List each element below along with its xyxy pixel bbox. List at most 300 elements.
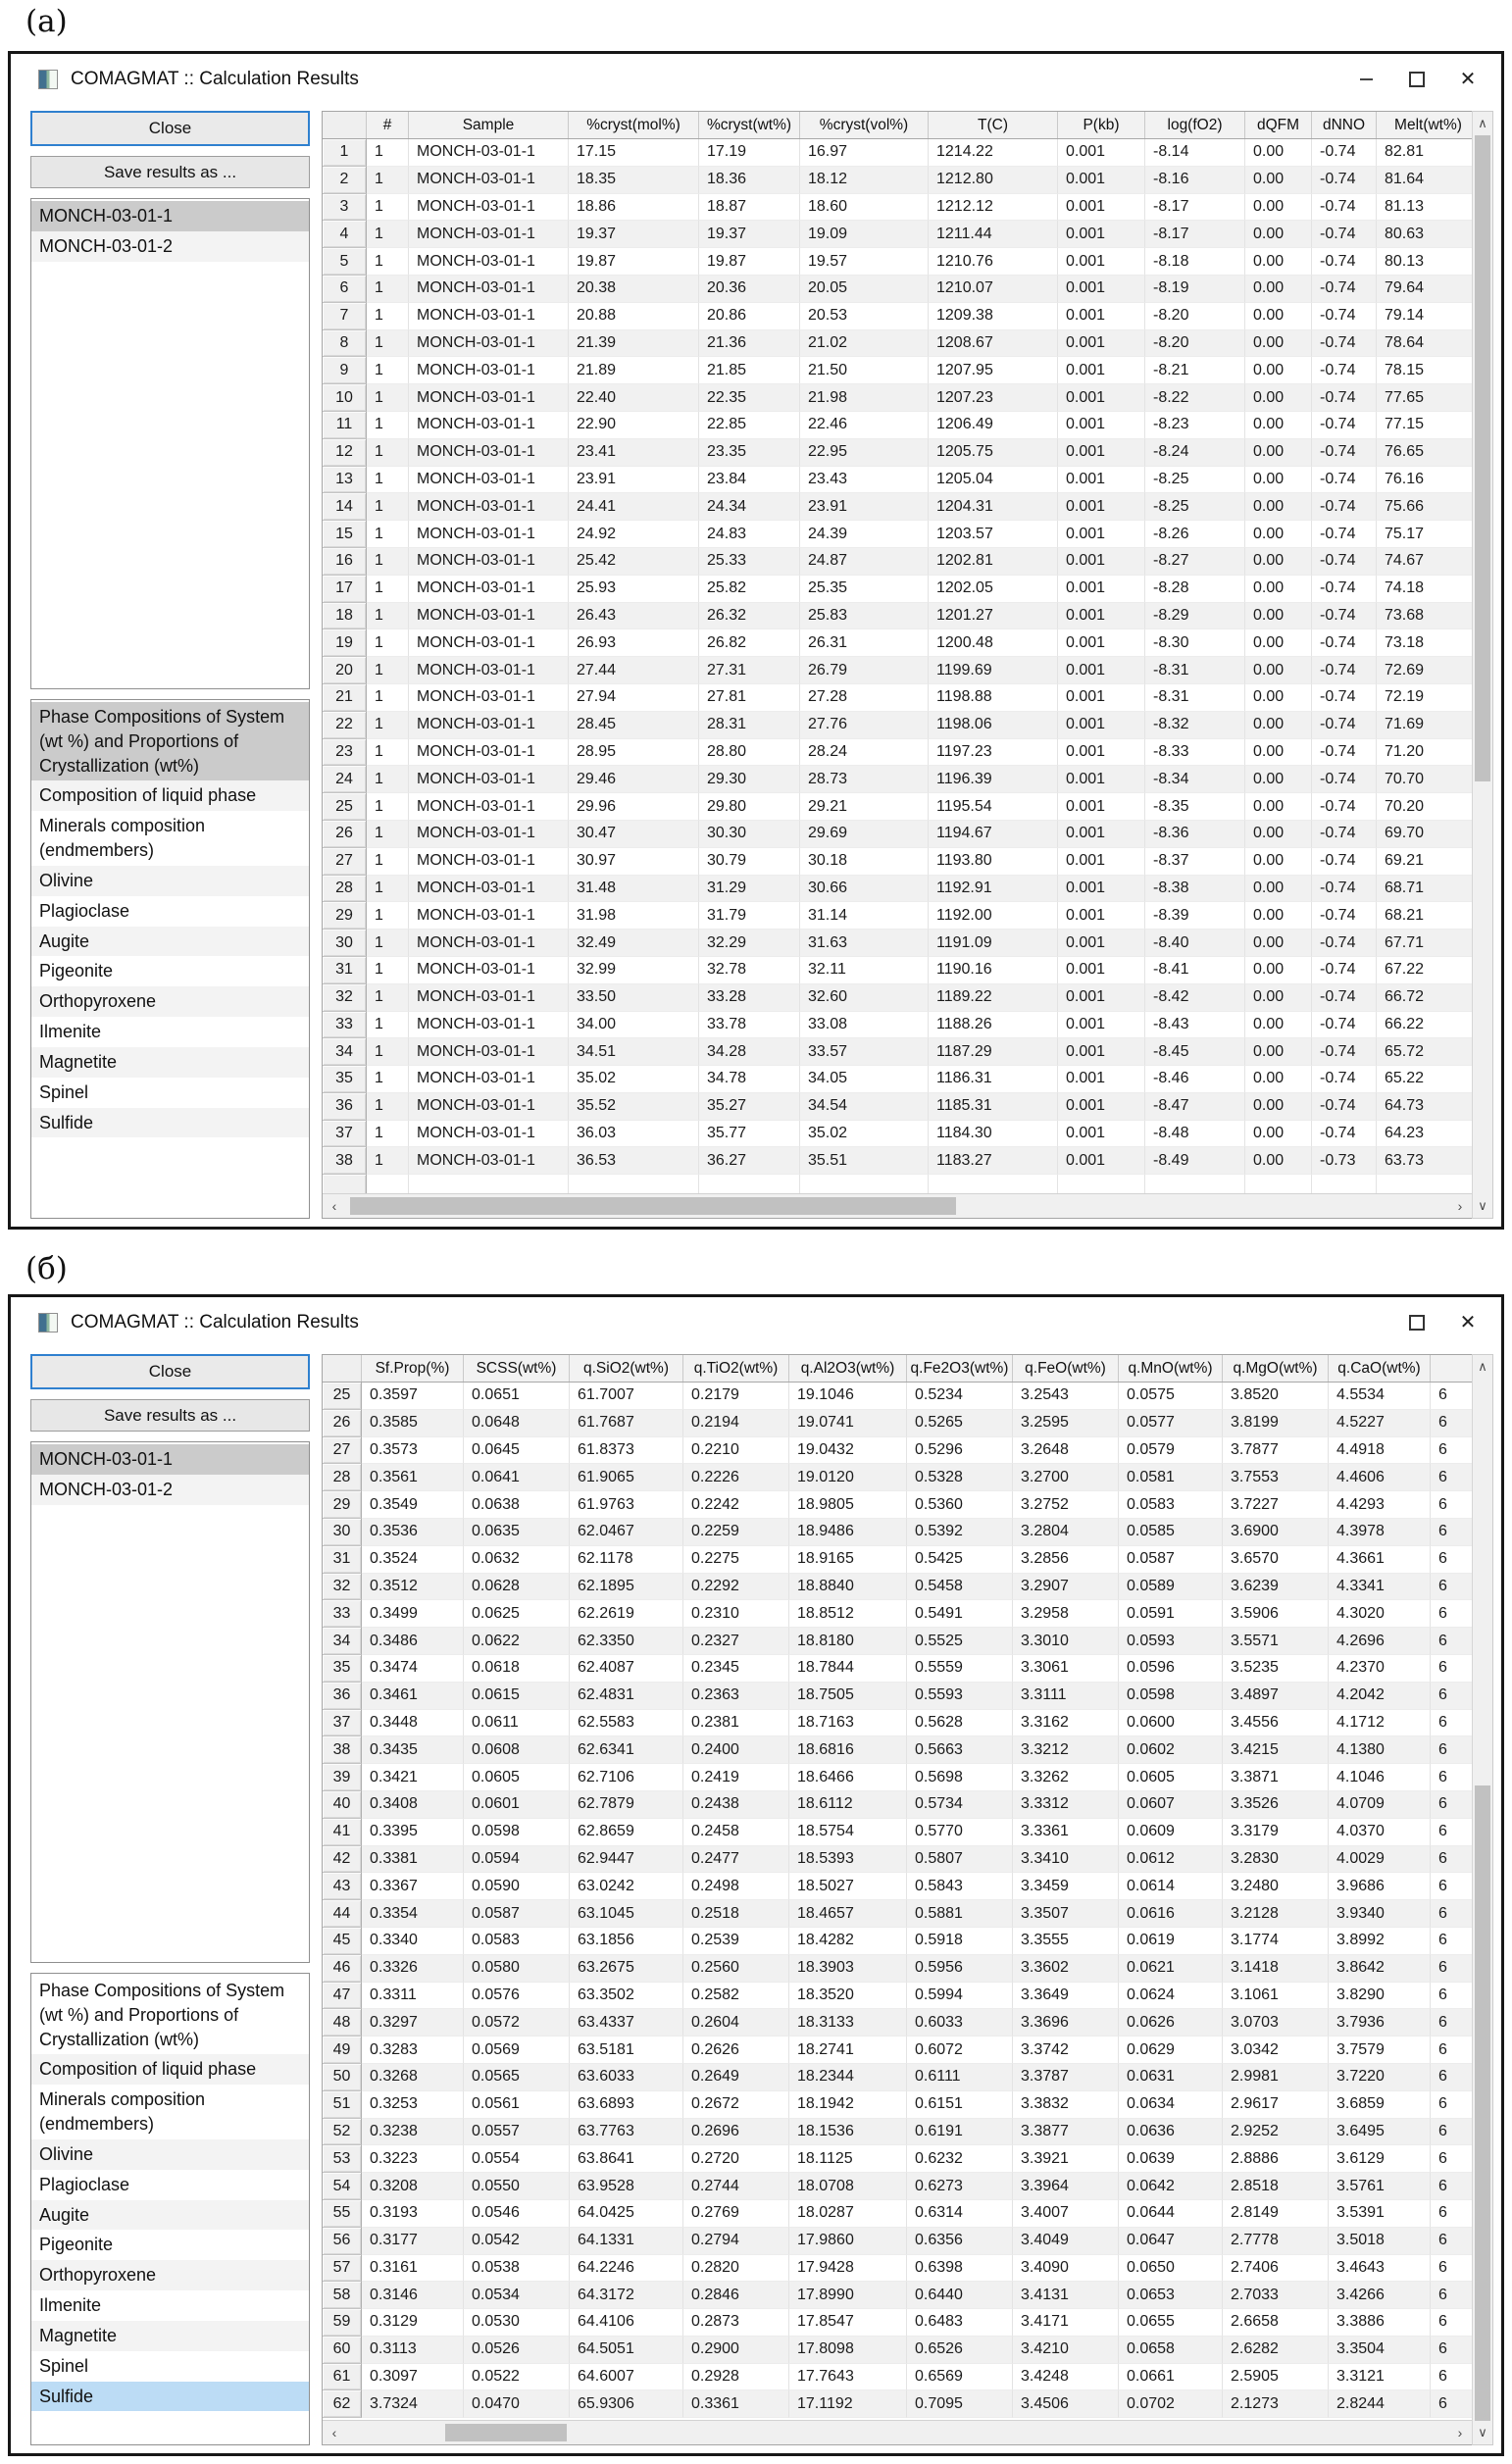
table-cell[interactable]: 0.001: [1058, 766, 1145, 793]
row-number[interactable]: 28: [323, 876, 367, 903]
table-cell[interactable]: MONCH-03-01-1: [409, 684, 569, 712]
table-cell[interactable]: -0.74: [1312, 1066, 1377, 1093]
table-cell[interactable]: 19.87: [699, 248, 800, 276]
table-cell[interactable]: 3.4643: [1329, 2255, 1431, 2283]
table-cell[interactable]: 3.4007: [1013, 2200, 1119, 2228]
table-cell[interactable]: 1: [367, 902, 409, 930]
row-number[interactable]: 41: [323, 1819, 362, 1846]
table-cell[interactable]: 34.00: [569, 1012, 699, 1039]
column-header[interactable]: dQFM: [1245, 112, 1312, 138]
table-cell[interactable]: 3.3507: [1013, 1900, 1119, 1928]
row-number[interactable]: 45: [323, 1928, 362, 1955]
phase-list-item[interactable]: Magnetite: [31, 2321, 309, 2351]
table-cell[interactable]: 0.6191: [907, 2119, 1013, 2146]
table-cell[interactable]: 2.1273: [1223, 2390, 1329, 2418]
table-cell[interactable]: 0.00: [1245, 848, 1312, 876]
table-cell[interactable]: 1: [367, 139, 409, 167]
table-cell[interactable]: 23.41: [569, 439, 699, 467]
table-cell[interactable]: 2.6658: [1223, 2309, 1329, 2337]
table-cell[interactable]: 0.0530: [464, 2309, 570, 2337]
table-cell[interactable]: [1245, 1175, 1312, 1193]
table-cell[interactable]: 18.6112: [789, 1791, 907, 1819]
table-cell[interactable]: 18.1125: [789, 2145, 907, 2173]
phase-list-item[interactable]: Sulfide: [31, 2382, 309, 2412]
row-number[interactable]: 2: [323, 167, 367, 194]
table-cell[interactable]: 1183.27: [929, 1147, 1058, 1175]
table-cell[interactable]: 0.0587: [1119, 1546, 1223, 1574]
table-cell[interactable]: -0.74: [1312, 821, 1377, 848]
table-cell[interactable]: 0.0629: [1119, 2037, 1223, 2064]
sample-listbox[interactable]: [30, 198, 310, 689]
table-cell[interactable]: 26.43: [569, 603, 699, 630]
table-cell[interactable]: 0.001: [1058, 384, 1145, 412]
table-cell[interactable]: 67.71: [1377, 930, 1472, 957]
table-cell[interactable]: 18.6466: [789, 1764, 907, 1791]
row-number[interactable]: 32: [323, 1574, 362, 1601]
table-cell[interactable]: 17.1192: [789, 2390, 907, 2418]
table-cell[interactable]: 27.44: [569, 657, 699, 684]
table-cell[interactable]: 0.0635: [464, 1519, 570, 1546]
table-cell[interactable]: 3.9340: [1329, 1900, 1431, 1928]
table-cell[interactable]: 0.3461: [362, 1683, 464, 1710]
table-cell[interactable]: 28.73: [800, 766, 929, 793]
table-cell[interactable]: 0.3486: [362, 1628, 464, 1655]
table-cell[interactable]: 23.91: [569, 467, 699, 494]
table-cell[interactable]: 18.2741: [789, 2037, 907, 2064]
table-cell[interactable]: 21.98: [800, 384, 929, 412]
row-number[interactable]: 36: [323, 1093, 367, 1121]
table-cell[interactable]: -0.74: [1312, 957, 1377, 984]
table-cell[interactable]: 0.0653: [1119, 2282, 1223, 2309]
table-cell[interactable]: 21.02: [800, 330, 929, 358]
table-cell[interactable]: 29.69: [800, 821, 929, 848]
table-cell[interactable]: 0.001: [1058, 902, 1145, 930]
table-cell[interactable]: -0.74: [1312, 439, 1377, 467]
table-cell[interactable]: -0.74: [1312, 576, 1377, 603]
column-header[interactable]: q.MgO(wt%): [1223, 1355, 1329, 1382]
table-cell[interactable]: 1201.27: [929, 603, 1058, 630]
table-cell[interactable]: 2.6282: [1223, 2337, 1329, 2364]
table-cell[interactable]: 3.4049: [1013, 2228, 1119, 2255]
table-cell[interactable]: -8.30: [1145, 629, 1245, 657]
table-cell[interactable]: MONCH-03-01-1: [409, 876, 569, 903]
table-cell[interactable]: 0.2259: [683, 1519, 789, 1546]
table-cell[interactable]: 3.8290: [1329, 1983, 1431, 2010]
table-cell[interactable]: 27.94: [569, 684, 699, 712]
table-cell[interactable]: 0.0587: [464, 1900, 570, 1928]
table-cell[interactable]: 0.2928: [683, 2364, 789, 2391]
table-cell[interactable]: 0.2210: [683, 1437, 789, 1465]
row-number[interactable]: 31: [323, 1546, 362, 1574]
column-header[interactable]: q.SiO2(wt%): [570, 1355, 683, 1382]
table-cell[interactable]: -8.37: [1145, 848, 1245, 876]
table-cell[interactable]: MONCH-03-01-1: [409, 467, 569, 494]
table-cell[interactable]: 0.00: [1245, 1147, 1312, 1175]
table-cell[interactable]: -0.74: [1312, 493, 1377, 521]
table-cell[interactable]: 0.6569: [907, 2364, 1013, 2391]
table-cell[interactable]: 1197.23: [929, 739, 1058, 767]
table-cell[interactable]: 0.3177: [362, 2228, 464, 2255]
table-cell[interactable]: 0.00: [1245, 766, 1312, 793]
table-cell[interactable]: MONCH-03-01-1: [409, 248, 569, 276]
table-cell[interactable]: 1191.09: [929, 930, 1058, 957]
table-cell[interactable]: 31.14: [800, 902, 929, 930]
table-cell[interactable]: 3.3921: [1013, 2145, 1119, 2173]
table-cell[interactable]: 0.001: [1058, 576, 1145, 603]
table-cell[interactable]: 0.00: [1245, 821, 1312, 848]
column-header[interactable]: SCSS(wt%): [464, 1355, 570, 1382]
table-cell[interactable]: 1: [367, 766, 409, 793]
table-cell[interactable]: 0.00: [1245, 793, 1312, 821]
table-cell[interactable]: 21.50: [800, 357, 929, 384]
table-cell[interactable]: 1: [367, 1121, 409, 1148]
table-cell[interactable]: 31.98: [569, 902, 699, 930]
phase-list-item[interactable]: Minerals composition (endmembers): [39, 2089, 206, 2135]
table-cell[interactable]: 18.3520: [789, 1983, 907, 2010]
table-cell[interactable]: -8.14: [1145, 139, 1245, 167]
row-number[interactable]: 9: [323, 357, 367, 384]
table-cell[interactable]: 18.35: [569, 167, 699, 194]
table-cell[interactable]: 0.5265: [907, 1410, 1013, 1437]
table-cell[interactable]: 0.0580: [464, 1955, 570, 1983]
table-cell[interactable]: 3.3361: [1013, 1819, 1119, 1846]
row-number[interactable]: 33: [323, 1012, 367, 1039]
column-header[interactable]: Melt(wt%): [1377, 112, 1472, 138]
table-cell[interactable]: MONCH-03-01-1: [409, 1093, 569, 1121]
table-cell[interactable]: -8.49: [1145, 1147, 1245, 1175]
table-cell[interactable]: 30.79: [699, 848, 800, 876]
table-cell[interactable]: 35.51: [800, 1147, 929, 1175]
table-cell[interactable]: -0.74: [1312, 766, 1377, 793]
table-cell[interactable]: 0.00: [1245, 303, 1312, 330]
phase-list-item[interactable]: Spinel: [39, 2355, 89, 2376]
column-header[interactable]: P(kb): [1058, 112, 1145, 138]
phase-list-item[interactable]: Orthopyroxene: [31, 986, 309, 1017]
column-header[interactable]: q.MnO(wt%): [1119, 1355, 1223, 1382]
table-cell[interactable]: 4.4918: [1329, 1437, 1431, 1465]
column-header[interactable]: T(C): [929, 112, 1058, 138]
table-cell[interactable]: -0.74: [1312, 521, 1377, 548]
table-cell[interactable]: 4.2696: [1329, 1628, 1431, 1655]
table-cell[interactable]: 23.84: [699, 467, 800, 494]
table-cell[interactable]: 3.3121: [1329, 2364, 1431, 2391]
table-cell[interactable]: 1198.06: [929, 712, 1058, 739]
table-cell[interactable]: 3.0342: [1223, 2037, 1329, 2064]
table-cell[interactable]: 0.00: [1245, 684, 1312, 712]
table-cell[interactable]: 3.8642: [1329, 1955, 1431, 1983]
column-header[interactable]: %cryst(wt%): [699, 112, 800, 138]
table-cell[interactable]: 0.0534: [464, 2282, 570, 2309]
table-cell[interactable]: 0.00: [1245, 739, 1312, 767]
table-cell[interactable]: 1: [367, 467, 409, 494]
table-cell[interactable]: MONCH-03-01-1: [409, 902, 569, 930]
table-cell[interactable]: 1: [367, 821, 409, 848]
table-cell[interactable]: 2.7778: [1223, 2228, 1329, 2255]
table-cell[interactable]: 0.2720: [683, 2145, 789, 2173]
table-cell[interactable]: 0.3474: [362, 1655, 464, 1683]
table-cell[interactable]: 1: [367, 194, 409, 222]
table-cell[interactable]: 3.3179: [1223, 1819, 1329, 1846]
table-cell[interactable]: 0.2744: [683, 2173, 789, 2200]
table-cell[interactable]: 0.001: [1058, 439, 1145, 467]
table-cell[interactable]: 74.18: [1377, 576, 1472, 603]
table-cell[interactable]: -8.48: [1145, 1121, 1245, 1148]
table-cell[interactable]: 0.3340: [362, 1928, 464, 1955]
phase-list-item[interactable]: Spinel: [39, 1081, 89, 1102]
table-cell[interactable]: 27.76: [800, 712, 929, 739]
row-number[interactable]: 25: [323, 793, 367, 821]
table-cell[interactable]: 0.001: [1058, 712, 1145, 739]
table-cell[interactable]: 0.0576: [464, 1983, 570, 2010]
row-number[interactable]: 47: [323, 1983, 362, 2010]
table-cell[interactable]: 1187.29: [929, 1038, 1058, 1066]
table-cell[interactable]: 3.2595: [1013, 1410, 1119, 1437]
table-cell[interactable]: 29.46: [569, 766, 699, 793]
table-cell[interactable]: 0.3311: [362, 1983, 464, 2010]
table-cell[interactable]: 62.6341: [570, 1736, 683, 1764]
table-cell[interactable]: 62.4087: [570, 1655, 683, 1683]
table-cell[interactable]: 0.001: [1058, 1147, 1145, 1175]
table-cell[interactable]: 0.0614: [1119, 1873, 1223, 1900]
table-cell[interactable]: 0.3408: [362, 1791, 464, 1819]
table-cell[interactable]: 3.3262: [1013, 1764, 1119, 1791]
table-cell[interactable]: 3.7579: [1329, 2037, 1431, 2064]
table-cell[interactable]: 0.3097: [362, 2364, 464, 2391]
table-cell[interactable]: 0.2179: [683, 1383, 789, 1410]
table-cell[interactable]: 0.0655: [1119, 2309, 1223, 2337]
table-cell[interactable]: 0.0583: [464, 1928, 570, 1955]
table-cell[interactable]: 21.36: [699, 330, 800, 358]
table-cell[interactable]: -0.74: [1312, 357, 1377, 384]
table-cell[interactable]: 1212.80: [929, 167, 1058, 194]
table-cell[interactable]: 2.8518: [1223, 2173, 1329, 2200]
table-cell[interactable]: -0.74: [1312, 848, 1377, 876]
table-cell[interactable]: 1: [367, 930, 409, 957]
table-cell[interactable]: 0.001: [1058, 139, 1145, 167]
row-number[interactable]: 42: [323, 1846, 362, 1874]
table-cell[interactable]: 18.5754: [789, 1819, 907, 1846]
table-cell[interactable]: 1212.12: [929, 194, 1058, 222]
column-header[interactable]: %cryst(vol%): [800, 112, 929, 138]
table-cell[interactable]: 0.2363: [683, 1683, 789, 1710]
table-cell[interactable]: 3.3877: [1013, 2119, 1119, 2146]
table-cell[interactable]: 63.4337: [570, 2009, 683, 2037]
table-cell[interactable]: 0.0602: [1119, 1736, 1223, 1764]
table-cell[interactable]: 1210.07: [929, 276, 1058, 303]
table-cell[interactable]: -0.74: [1312, 194, 1377, 222]
table-cell[interactable]: 1: [367, 1147, 409, 1175]
table-cell[interactable]: 3.7227: [1223, 1491, 1329, 1519]
table-cell[interactable]: 0.0593: [1119, 1628, 1223, 1655]
table-cell[interactable]: MONCH-03-01-1: [409, 194, 569, 222]
table-cell[interactable]: 0.001: [1058, 412, 1145, 439]
maximize-button[interactable]: [1391, 54, 1442, 105]
row-number[interactable]: 12: [323, 439, 367, 467]
table-cell[interactable]: 3.2543: [1013, 1383, 1119, 1410]
table-cell[interactable]: 4.0370: [1329, 1819, 1431, 1846]
table-cell[interactable]: 0.5425: [907, 1546, 1013, 1574]
table-cell[interactable]: -8.17: [1145, 221, 1245, 248]
table-cell[interactable]: 3.6129: [1329, 2145, 1431, 2173]
row-number[interactable]: 48: [323, 2009, 362, 2037]
table-cell[interactable]: 78.64: [1377, 330, 1472, 358]
table-cell[interactable]: 3.3871: [1223, 1764, 1329, 1791]
table-cell[interactable]: 4.0709: [1329, 1791, 1431, 1819]
scroll-left-icon[interactable]: ‹: [331, 1198, 337, 1214]
table-cell[interactable]: 73.68: [1377, 603, 1472, 630]
table-cell[interactable]: 79.14: [1377, 303, 1472, 330]
row-number[interactable]: 20: [323, 657, 367, 684]
column-header[interactable]: %cryst(mol%): [569, 112, 699, 138]
table-cell[interactable]: 0.001: [1058, 276, 1145, 303]
table-cell[interactable]: 2.7033: [1223, 2282, 1329, 2309]
table-cell[interactable]: 0.0585: [1119, 1519, 1223, 1546]
table-cell[interactable]: [367, 1175, 409, 1193]
row-number[interactable]: 54: [323, 2173, 362, 2200]
table-cell[interactable]: 0.3421: [362, 1764, 464, 1791]
row-number[interactable]: 8: [323, 330, 367, 358]
table-cell[interactable]: MONCH-03-01-1: [409, 1147, 569, 1175]
table-cell[interactable]: [800, 1175, 929, 1193]
table-cell[interactable]: 3.3832: [1013, 2091, 1119, 2119]
table-cell[interactable]: 1: [367, 439, 409, 467]
table-cell[interactable]: 0.5234: [907, 1383, 1013, 1410]
table-cell[interactable]: 63.7763: [570, 2119, 683, 2146]
table-cell[interactable]: -8.26: [1145, 521, 1245, 548]
table-cell[interactable]: 0.6273: [907, 2173, 1013, 2200]
table-cell[interactable]: 0.0645: [464, 1437, 570, 1465]
row-number[interactable]: 53: [323, 2145, 362, 2173]
table-cell[interactable]: 0.2820: [683, 2255, 789, 2283]
row-number[interactable]: 21: [323, 684, 367, 712]
table-cell[interactable]: 3.5761: [1329, 2173, 1431, 2200]
table-cell[interactable]: 3.2958: [1013, 1600, 1119, 1628]
table-cell[interactable]: 3.5391: [1329, 2200, 1431, 2228]
table-cell[interactable]: 0.00: [1245, 439, 1312, 467]
table-cell[interactable]: 75.66: [1377, 493, 1472, 521]
table-cell[interactable]: 17.19: [699, 139, 800, 167]
table-cell[interactable]: -8.41: [1145, 957, 1245, 984]
table-cell[interactable]: 0.2626: [683, 2037, 789, 2064]
table-cell[interactable]: -8.40: [1145, 930, 1245, 957]
table-cell[interactable]: 1: [367, 384, 409, 412]
horizontal-scrollbar[interactable]: [323, 2420, 1472, 2444]
table-cell[interactable]: 3.4248: [1013, 2364, 1119, 2391]
row-number[interactable]: 23: [323, 739, 367, 767]
table-cell[interactable]: 0.001: [1058, 1066, 1145, 1093]
table-cell[interactable]: 0.0546: [464, 2200, 570, 2228]
table-cell[interactable]: 26.82: [699, 629, 800, 657]
table-cell[interactable]: 0.5491: [907, 1600, 1013, 1628]
table-cell[interactable]: 24.92: [569, 521, 699, 548]
table-cell[interactable]: 0.3585: [362, 1410, 464, 1437]
table-cell[interactable]: 69.70: [1377, 821, 1472, 848]
scroll-down-icon[interactable]: ∨: [1478, 1198, 1487, 1213]
table-cell[interactable]: 63.73: [1377, 1147, 1472, 1175]
horizontal-scroll-track[interactable]: [346, 1194, 1448, 1218]
table-cell[interactable]: 35.27: [699, 1093, 800, 1121]
table-cell[interactable]: 0.001: [1058, 467, 1145, 494]
table-cell[interactable]: 0.00: [1245, 902, 1312, 930]
table-cell[interactable]: 0.001: [1058, 657, 1145, 684]
horizontal-scrollbar[interactable]: [323, 1193, 1472, 1218]
table-cell[interactable]: 26.32: [699, 603, 800, 630]
table-cell[interactable]: 0.3326: [362, 1955, 464, 1983]
table-cell[interactable]: MONCH-03-01-1: [409, 439, 569, 467]
table-cell[interactable]: 20.53: [800, 303, 929, 330]
table-cell[interactable]: 3.7553: [1223, 1464, 1329, 1491]
table-cell[interactable]: 64.4106: [570, 2309, 683, 2337]
table-cell[interactable]: 1: [367, 303, 409, 330]
table-cell[interactable]: 0.001: [1058, 330, 1145, 358]
table-cell[interactable]: 68.71: [1377, 876, 1472, 903]
row-number[interactable]: 36: [323, 1683, 362, 1710]
table-cell[interactable]: -0.74: [1312, 603, 1377, 630]
table-cell[interactable]: 35.02: [800, 1121, 929, 1148]
row-number[interactable]: 52: [323, 2119, 362, 2146]
row-number[interactable]: 6: [323, 276, 367, 303]
table-cell[interactable]: -0.74: [1312, 1012, 1377, 1039]
row-number[interactable]: 46: [323, 1955, 362, 1983]
table-cell[interactable]: 0.00: [1245, 521, 1312, 548]
table-cell[interactable]: 0.0565: [464, 2064, 570, 2091]
table-cell[interactable]: 17.9428: [789, 2255, 907, 2283]
table-cell[interactable]: 29.30: [699, 766, 800, 793]
table-cell[interactable]: 0.0650: [1119, 2255, 1223, 2283]
row-number[interactable]: [323, 1175, 367, 1193]
table-cell[interactable]: 76.65: [1377, 439, 1472, 467]
table-cell[interactable]: 0.3354: [362, 1900, 464, 1928]
table-cell[interactable]: -8.36: [1145, 821, 1245, 848]
table-cell[interactable]: 21.39: [569, 330, 699, 358]
table-cell[interactable]: -0.74: [1312, 303, 1377, 330]
column-header[interactable]: q.FeO(wt%): [1013, 1355, 1119, 1382]
table-cell[interactable]: MONCH-03-01-1: [409, 1038, 569, 1066]
table-cell[interactable]: 22.35: [699, 384, 800, 412]
table-cell[interactable]: -8.27: [1145, 548, 1245, 576]
table-cell[interactable]: 74.67: [1377, 548, 1472, 576]
scroll-right-icon[interactable]: ›: [1457, 2425, 1463, 2440]
table-cell[interactable]: 0.00: [1245, 629, 1312, 657]
table-cell[interactable]: 31.63: [800, 930, 929, 957]
table-cell[interactable]: 3.9686: [1329, 1873, 1431, 1900]
table-cell[interactable]: 3.3504: [1329, 2337, 1431, 2364]
table-cell[interactable]: 0.3253: [362, 2091, 464, 2119]
table-cell[interactable]: -0.74: [1312, 221, 1377, 248]
table-cell[interactable]: 27.81: [699, 684, 800, 712]
table-cell[interactable]: 0.2672: [683, 2091, 789, 2119]
table-cell[interactable]: 0.001: [1058, 848, 1145, 876]
table-cell[interactable]: 1185.31: [929, 1093, 1058, 1121]
table-cell[interactable]: 18.36: [699, 167, 800, 194]
table-cell[interactable]: 33.08: [800, 1012, 929, 1039]
table-cell[interactable]: 1214.22: [929, 139, 1058, 167]
table-cell[interactable]: 3.3649: [1013, 1983, 1119, 2010]
table-cell[interactable]: 0.0598: [1119, 1683, 1223, 1710]
table-cell[interactable]: 0.2794: [683, 2228, 789, 2255]
table-cell[interactable]: 20.05: [800, 276, 929, 303]
row-number[interactable]: 34: [323, 1038, 367, 1066]
table-cell[interactable]: 68.21: [1377, 902, 1472, 930]
table-cell[interactable]: [699, 1175, 800, 1193]
table-cell[interactable]: MONCH-03-01-1: [409, 1012, 569, 1039]
table-cell[interactable]: 17.7643: [789, 2364, 907, 2391]
table-cell[interactable]: 77.15: [1377, 412, 1472, 439]
table-cell[interactable]: 1: [367, 712, 409, 739]
table-cell[interactable]: 0.0631: [1119, 2064, 1223, 2091]
table-cell[interactable]: 0.3448: [362, 1710, 464, 1737]
table-cell[interactable]: 0.2194: [683, 1410, 789, 1437]
